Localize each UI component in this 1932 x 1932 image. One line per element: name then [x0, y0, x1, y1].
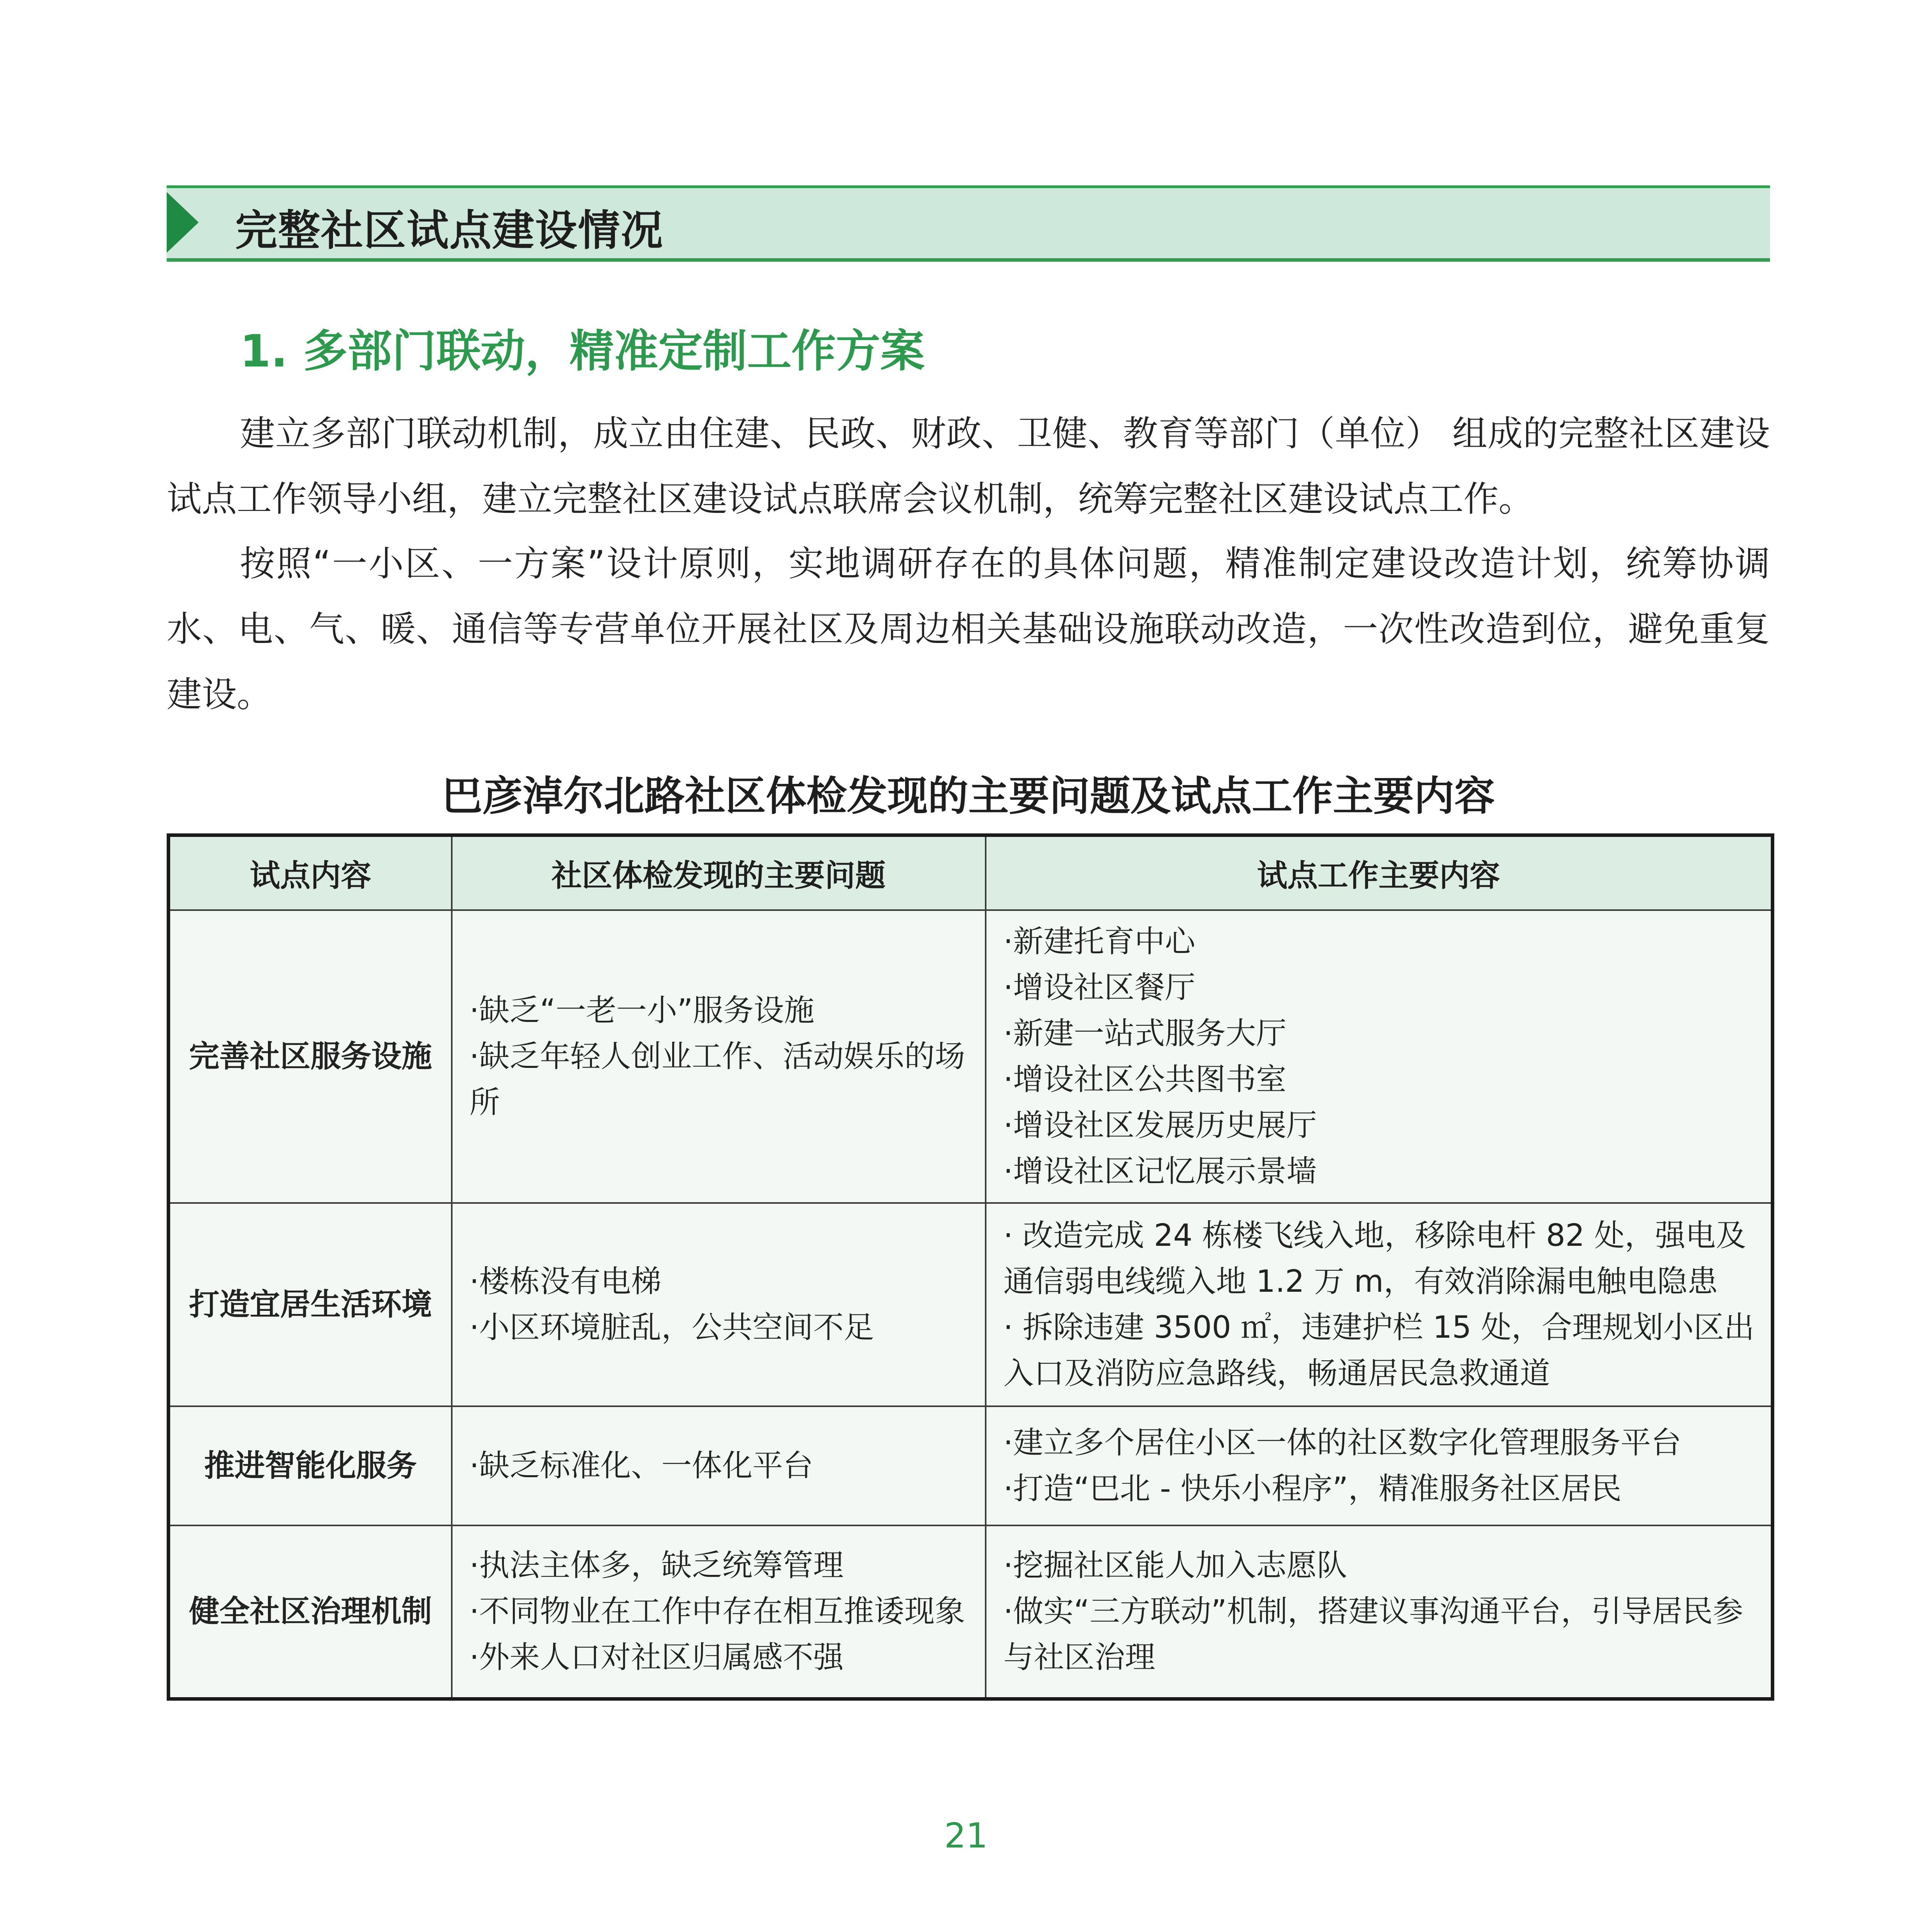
problems-cell [452, 1203, 986, 1406]
work-item: ·增设社区记忆展示景墙 [1003, 1154, 1317, 1189]
problem-item: ·不同物业在工作中存在相互推诿现象 [469, 1594, 965, 1629]
subheading: 1. 多部门联动，精准定制工作方案 [240, 325, 925, 377]
work-cell [986, 910, 1773, 1203]
problems-cell [452, 1406, 986, 1525]
header-problems: 社区体检发现的主要问题 [452, 835, 986, 910]
problem-item: ·楼栋没有电梯 [469, 1264, 662, 1299]
problem-item: ·缺乏“一老一小”服务设施 [469, 993, 815, 1028]
work-item: ·挖掘社区能人加入志愿队 [1003, 1548, 1347, 1583]
table-row [169, 1406, 1773, 1525]
work-cell [986, 1406, 1773, 1525]
pilot-table [167, 833, 1774, 1701]
category-cell: 完善社区服务设施 [169, 910, 452, 1203]
problem-item: ·小区环境脏乱，公共空间不足 [469, 1310, 874, 1345]
work-cell [986, 1525, 1773, 1699]
work-item: ·新建托育中心 [1003, 924, 1196, 959]
header-work: 试点工作主要内容 [986, 835, 1773, 910]
problems-cell [452, 1525, 986, 1699]
work-item: ·新建一站式服务大厅 [1003, 1016, 1287, 1051]
category-cell: 健全社区治理机制 [169, 1525, 452, 1699]
work-item: ·打造“巴北 - 快乐小程序”，精准服务社区居民 [1003, 1471, 1622, 1506]
work-cell [986, 1203, 1773, 1406]
paragraph-2: 按照“一小区、一方案”设计原则，实地调研存在的具体问题，精准制定建设改造计划，统筹协调水、电、气、暖、通信等专营单位开展社区及周边相关基础设施联动改造，一次性改造到位，避免重复建设。 [167, 543, 1770, 715]
paragraph-1: 建立多部门联动机制，成立由住建、民政、财政、卫健、教育等部门（单位） 组成的完整社区建设试点工作领导小组，建立完整社区建设试点联席会议机制，统筹完整社区建设试点工作。 [167, 413, 1770, 520]
header-category: 试点内容 [169, 835, 452, 910]
page-number: 21 [944, 1816, 988, 1856]
work-item: ·增设社区公共图书室 [1003, 1062, 1287, 1097]
problem-item: ·外来人口对社区归属感不强 [469, 1640, 844, 1675]
work-item: ·建立多个居住小区一体的社区数字化管理服务平台 [1003, 1425, 1682, 1460]
work-item: ·增设社区餐厅 [1003, 970, 1196, 1005]
problem-item: ·缺乏年轻人创业工作、活动娱乐的场所 [469, 1039, 965, 1120]
work-item: · 拆除违建 3500 ㎡，违建护栏 15 处，合理规划小区出入口及消防应急路线，畅通居民急救通道 [1003, 1310, 1755, 1391]
section-title: 完整社区试点建设情况 [235, 206, 664, 255]
problem-item: ·缺乏标准化、一体化平台 [469, 1448, 814, 1483]
table-row [169, 1203, 1773, 1406]
problem-item: ·执法主体多，缺乏统筹管理 [469, 1548, 844, 1583]
arrow-icon [167, 192, 199, 253]
category-cell: 推进智能化服务 [169, 1406, 452, 1525]
work-item: ·做实“三方联动”机制，搭建议事沟通平台，引导居民参与社区治理 [1003, 1594, 1744, 1675]
category-cell: 打造宜居生活环境 [169, 1203, 452, 1406]
problems-cell [452, 910, 986, 1203]
work-item: · 改造完成 24 栋楼飞线入地，移除电杆 82 处，强电及通信弱电线缆入地 1.2 万 m，有效消除漏电触电隐患 [1003, 1218, 1746, 1299]
table-row [169, 1525, 1773, 1699]
section-title-bar [167, 185, 1770, 262]
table-header-row [169, 835, 1773, 910]
table-title: 巴彦淖尔北路社区体检发现的主要问题及试点工作主要内容 [442, 772, 1495, 820]
table-row [169, 910, 1773, 1203]
work-item: ·增设社区发展历史展厅 [1003, 1108, 1317, 1143]
